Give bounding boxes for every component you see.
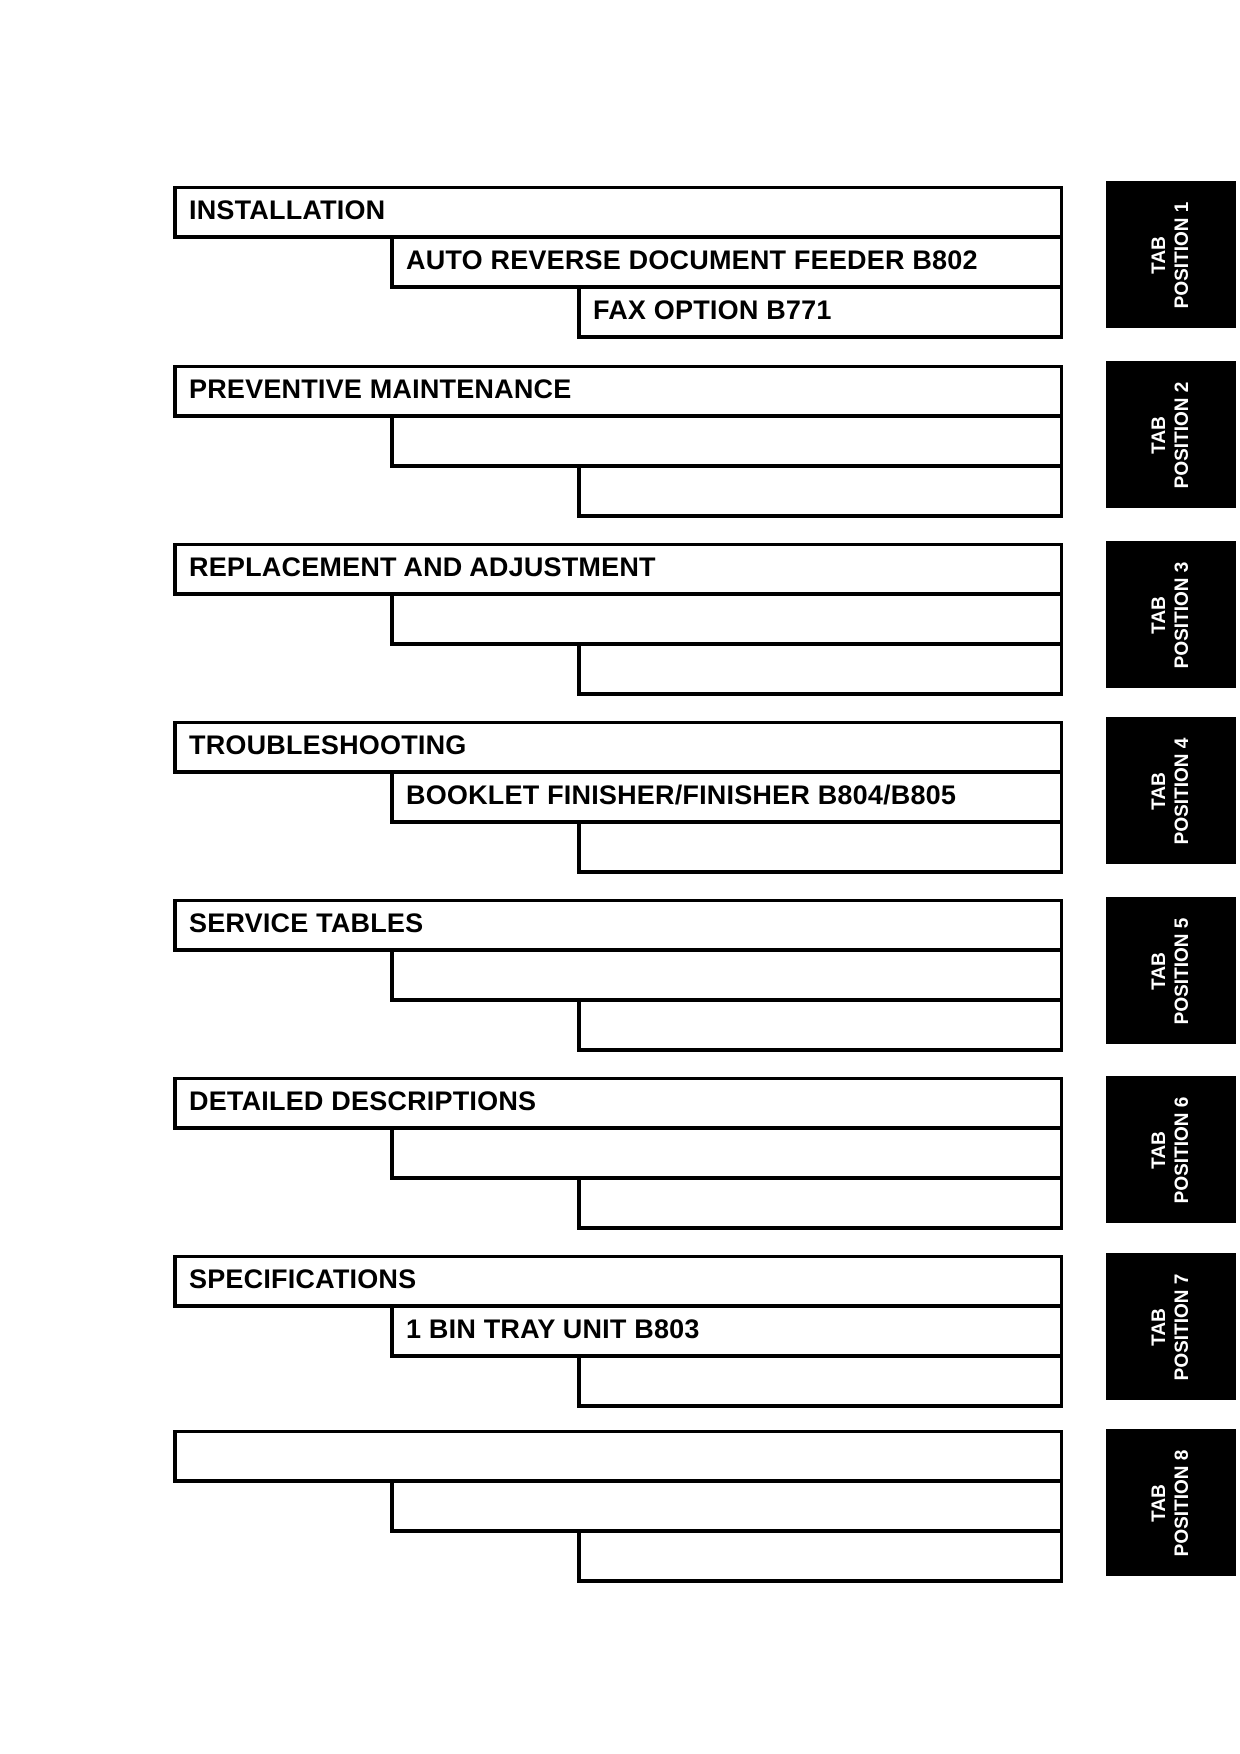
sub-subsection-box [577,286,1063,339]
tab-label [1148,561,1194,668]
tab-label-line2: POSITION 5 [1172,917,1193,1024]
tab-label-line2: POSITION 2 [1172,381,1193,488]
tab-label-line2: POSITION 6 [1172,1096,1193,1203]
tab-label-line1: TAB [1149,951,1170,990]
sub-subsection-box [577,1177,1063,1230]
tab-label [1148,737,1194,844]
tab-label [1148,1273,1194,1380]
tab-position-7[interactable] [1106,1253,1236,1400]
section-title-box [173,1430,1063,1483]
subsection-box [390,415,1063,468]
sub-subsection-box [577,465,1063,518]
tab-label-line1: TAB [1149,1483,1170,1522]
section-title: PREVENTIVE MAINTENANCE [189,374,572,404]
section-empty [0,1430,1240,1590]
section-title: DETAILED DESCRIPTIONS [189,1086,537,1116]
tab-position-5[interactable] [1106,897,1236,1044]
section-title: REPLACEMENT AND ADJUSTMENT [189,552,656,582]
section-title: INSTALLATION [189,195,386,225]
section-title-box [173,1255,1063,1308]
tab-position-8[interactable] [1106,1429,1236,1576]
section-title-box [173,1077,1063,1130]
tab-label [1148,201,1194,308]
sub-subsection-label: FAX OPTION B771 [593,295,832,325]
tab-label-line2: POSITION 7 [1172,1273,1193,1380]
section-title-box [173,186,1063,239]
tab-label [1148,917,1194,1024]
subsection-box [390,1480,1063,1533]
section-troubleshooting [0,721,1240,881]
tab-position-4[interactable] [1106,717,1236,864]
subsection-box [390,1305,1063,1358]
section-title-box [173,721,1063,774]
tab-label-line1: TAB [1149,1130,1170,1169]
subsection-box [390,236,1063,289]
sub-subsection-box [577,643,1063,696]
subsection-label: AUTO REVERSE DOCUMENT FEEDER B802 [406,245,978,275]
subsection-box [390,771,1063,824]
tab-position-1[interactable] [1106,181,1236,328]
sub-subsection-box [577,821,1063,874]
section-preventive-maintenance [0,365,1240,525]
section-title-box [173,899,1063,952]
tab-label [1148,1449,1194,1556]
subsection-box [390,1127,1063,1180]
tab-label-line2: POSITION 4 [1172,737,1193,844]
section-replacement-and-adjustment [0,543,1240,703]
section-installation [0,186,1240,346]
tab-label-line1: TAB [1149,595,1170,634]
tab-position-3[interactable] [1106,541,1236,688]
tab-label-line1: TAB [1149,1307,1170,1346]
section-title-box [173,543,1063,596]
section-service-tables [0,899,1240,1059]
sub-subsection-box [577,1530,1063,1583]
tab-label [1148,1096,1194,1203]
section-title: SPECIFICATIONS [189,1264,417,1294]
section-title: TROUBLESHOOTING [189,730,467,760]
tab-position-2[interactable] [1106,361,1236,508]
sub-subsection-box [577,1355,1063,1408]
tab-position-6[interactable] [1106,1076,1236,1223]
section-detailed-descriptions [0,1077,1240,1237]
tab-label-line1: TAB [1149,415,1170,454]
subsection-label: BOOKLET FINISHER/FINISHER B804/B805 [406,780,957,810]
sub-subsection-box [577,999,1063,1052]
section-title: SERVICE TABLES [189,908,424,938]
section-title-box [173,365,1063,418]
tab-label [1148,381,1194,488]
subsection-label: 1 BIN TRAY UNIT B803 [406,1314,700,1344]
tab-label-line2: POSITION 3 [1172,561,1193,668]
subsection-box [390,593,1063,646]
section-specifications [0,1255,1240,1415]
tab-label-line2: POSITION 1 [1172,201,1193,308]
tab-label-line1: TAB [1149,235,1170,274]
tab-label-line1: TAB [1149,771,1170,810]
subsection-box [390,949,1063,1002]
tab-label-line2: POSITION 8 [1172,1449,1193,1556]
